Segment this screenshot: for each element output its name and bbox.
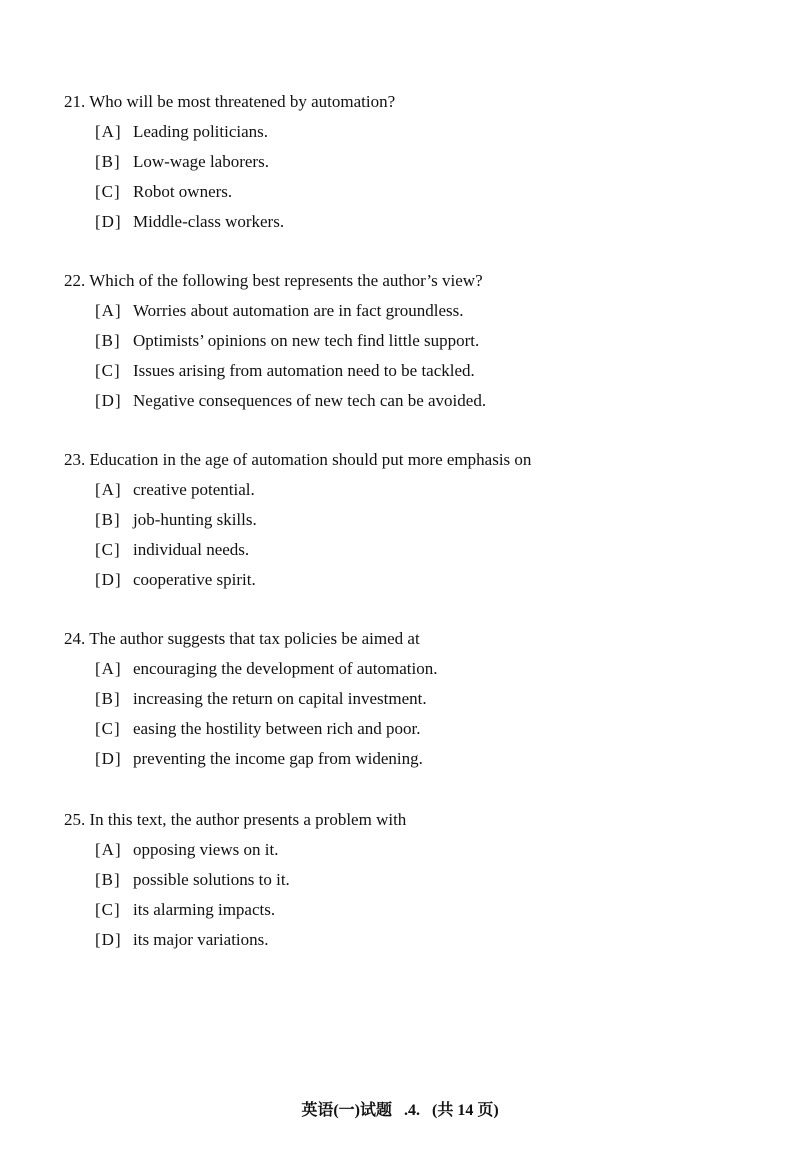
question-23 <box>64 450 764 590</box>
question-stem <box>64 450 764 470</box>
option-a <box>95 659 764 679</box>
option-c <box>95 900 764 920</box>
option-c <box>95 182 764 202</box>
option-b <box>95 152 764 172</box>
option-a <box>95 122 764 142</box>
option-d <box>95 391 764 411</box>
option-text: its alarming impacts. <box>133 900 276 919</box>
option-letter: [A] <box>95 840 122 859</box>
option-text: cooperative spirit. <box>133 570 256 589</box>
option-letter: [D] <box>95 570 122 589</box>
option-text: preventing the income gap from widening. <box>133 749 423 768</box>
option-text: Worries about automation are in fact groundless. <box>133 301 464 320</box>
option-letter: [B] <box>95 331 121 350</box>
option-b <box>95 870 764 890</box>
option-text: its major variations. <box>133 930 269 949</box>
footer-title: 英语(一)试题 <box>301 1102 392 1119</box>
question-number: 25. <box>64 810 86 829</box>
question-number: 23. <box>64 450 86 469</box>
option-d <box>95 212 764 232</box>
option-b <box>95 510 764 530</box>
question-number: 22. <box>64 271 86 290</box>
option-text: Robot owners. <box>133 182 233 201</box>
footer-page-number: .4. <box>404 1102 420 1119</box>
option-text: Leading politicians. <box>133 122 269 141</box>
option-c <box>95 719 764 739</box>
option-letter: [B] <box>95 689 121 708</box>
option-text: Issues arising from automation need to be tackled. <box>133 361 475 380</box>
question-text: In this text, the author presents a problem with <box>89 810 407 829</box>
question-text: The author suggests that tax policies be aimed at <box>89 629 420 648</box>
option-letter: [B] <box>95 870 121 889</box>
question-number: 24. <box>64 629 86 648</box>
option-a <box>95 301 764 321</box>
footer-total-pages: (共 14 页) <box>432 1102 499 1119</box>
question-stem <box>64 271 764 291</box>
option-text: opposing views on it. <box>133 840 279 859</box>
option-d <box>95 749 764 769</box>
option-letter: [A] <box>95 659 122 678</box>
question-21 <box>64 92 764 232</box>
option-letter: [C] <box>95 540 121 559</box>
option-text: encouraging the development of automation. <box>133 659 438 678</box>
option-letter: [B] <box>95 152 121 171</box>
question-text: Education in the age of automation should put more emphasis on <box>89 450 532 469</box>
option-c <box>95 361 764 381</box>
option-text: increasing the return on capital investment. <box>133 689 427 708</box>
option-text: Low-wage laborers. <box>133 152 269 171</box>
option-b <box>95 689 764 709</box>
option-text: creative potential. <box>133 480 255 499</box>
option-letter: [C] <box>95 900 121 919</box>
option-letter: [B] <box>95 510 121 529</box>
option-letter: [D] <box>95 930 122 949</box>
option-text: possible solutions to it. <box>133 870 290 889</box>
option-letter: [D] <box>95 749 122 768</box>
question-number: 21. <box>64 92 86 111</box>
question-text: Who will be most threatened by automation? <box>89 92 396 111</box>
option-d <box>95 570 764 590</box>
option-letter: [C] <box>95 182 121 201</box>
question-22 <box>64 271 764 411</box>
option-letter: [A] <box>95 122 122 141</box>
option-text: Negative consequences of new tech can be avoided. <box>133 391 487 410</box>
question-25 <box>64 810 764 950</box>
option-b <box>95 331 764 351</box>
option-text: individual needs. <box>133 540 250 559</box>
option-letter: [C] <box>95 361 121 380</box>
option-letter: [D] <box>95 391 122 410</box>
question-stem <box>64 810 764 830</box>
option-text: job-hunting skills. <box>133 510 257 529</box>
option-letter: [A] <box>95 301 122 320</box>
option-a <box>95 840 764 860</box>
question-stem <box>64 629 764 649</box>
page-footer <box>0 1097 800 1120</box>
option-letter: [A] <box>95 480 122 499</box>
option-d <box>95 930 764 950</box>
option-letter: [C] <box>95 719 121 738</box>
question-text: Which of the following best represents the author’s view? <box>89 271 483 290</box>
option-text: easing the hostility between rich and poor. <box>133 719 421 738</box>
option-c <box>95 540 764 560</box>
option-text: Optimists’ opinions on new tech find little support. <box>133 331 480 350</box>
question-stem <box>64 92 764 112</box>
question-24 <box>64 629 764 769</box>
option-a <box>95 480 764 500</box>
option-text: Middle-class workers. <box>133 212 285 231</box>
option-letter: [D] <box>95 212 122 231</box>
